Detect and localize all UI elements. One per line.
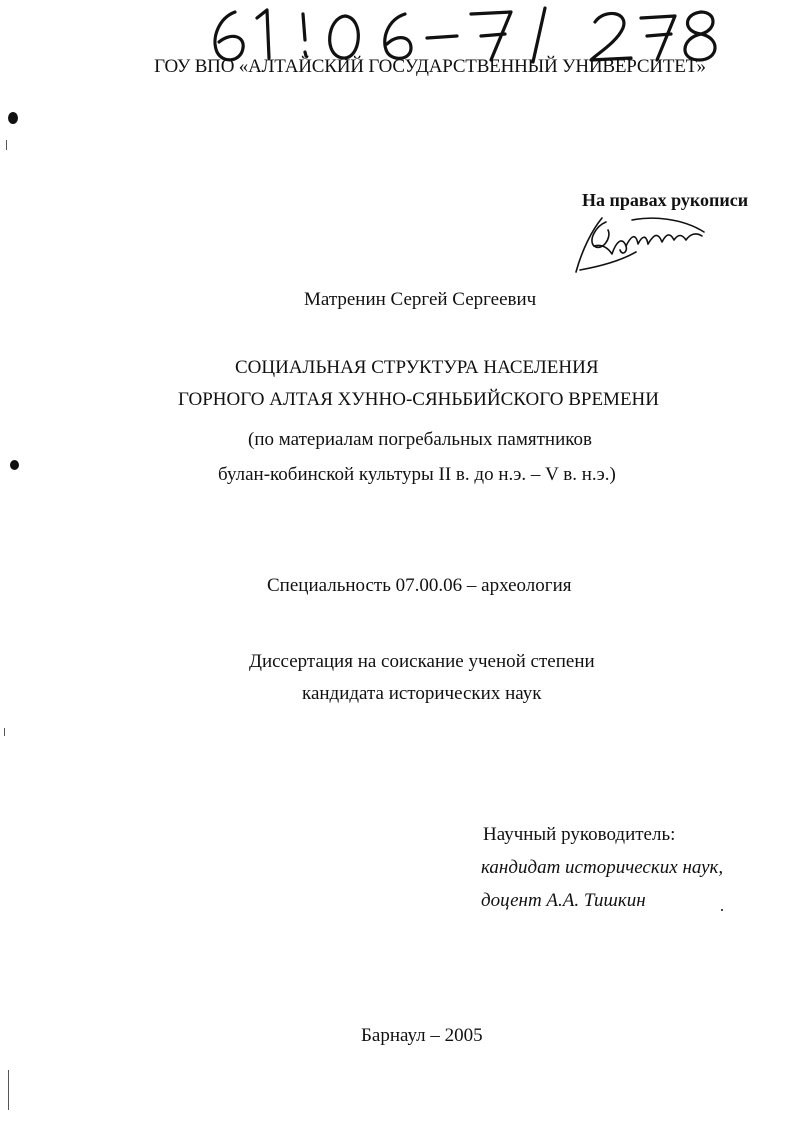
scan-speck [721,909,723,911]
scan-edge-mark [8,1070,9,1110]
scan-edge-mark [4,728,5,736]
subtitle-line-1: (по материалам погребальных памятников [248,429,593,450]
specialty: Специальность 07.00.06 – археология [267,575,572,596]
title-line-1: СОЦИАЛЬНАЯ СТРУКТУРА НАСЕЛЕНИЯ [235,357,599,378]
advisor-degree: кандидат исторических наук, [481,857,724,878]
dissertation-line-1: Диссертация на соискание ученой степени [249,651,595,672]
city-year: Барнаул – 2005 [361,1025,483,1046]
scan-speck [8,112,18,124]
advisor-label: Научный руководитель: [483,824,676,845]
author-signature [572,212,722,280]
manuscript-rights-note: На правах рукописи [582,190,749,210]
title-line-2: ГОРНОГО АЛТАЯ ХУННО-СЯНЬБИЙСКОГО ВРЕМЕНИ [178,389,659,410]
dissertation-line-2: кандидата исторических наук [302,683,542,704]
institution-name: ГОУ ВПО «АЛТАЙСКИЙ ГОСУДАРСТВЕННЫЙ УНИВЕРСИТЕТ» [154,56,706,77]
scan-speck [10,460,19,470]
advisor-name: доцент А.А. Тишкин [481,890,646,911]
subtitle-line-2: булан-кобинской культуры II в. до н.э. – V в. н.э.) [218,464,616,485]
author-name: Матренин Сергей Сергеевич [304,289,537,310]
scan-edge-mark [6,140,7,150]
